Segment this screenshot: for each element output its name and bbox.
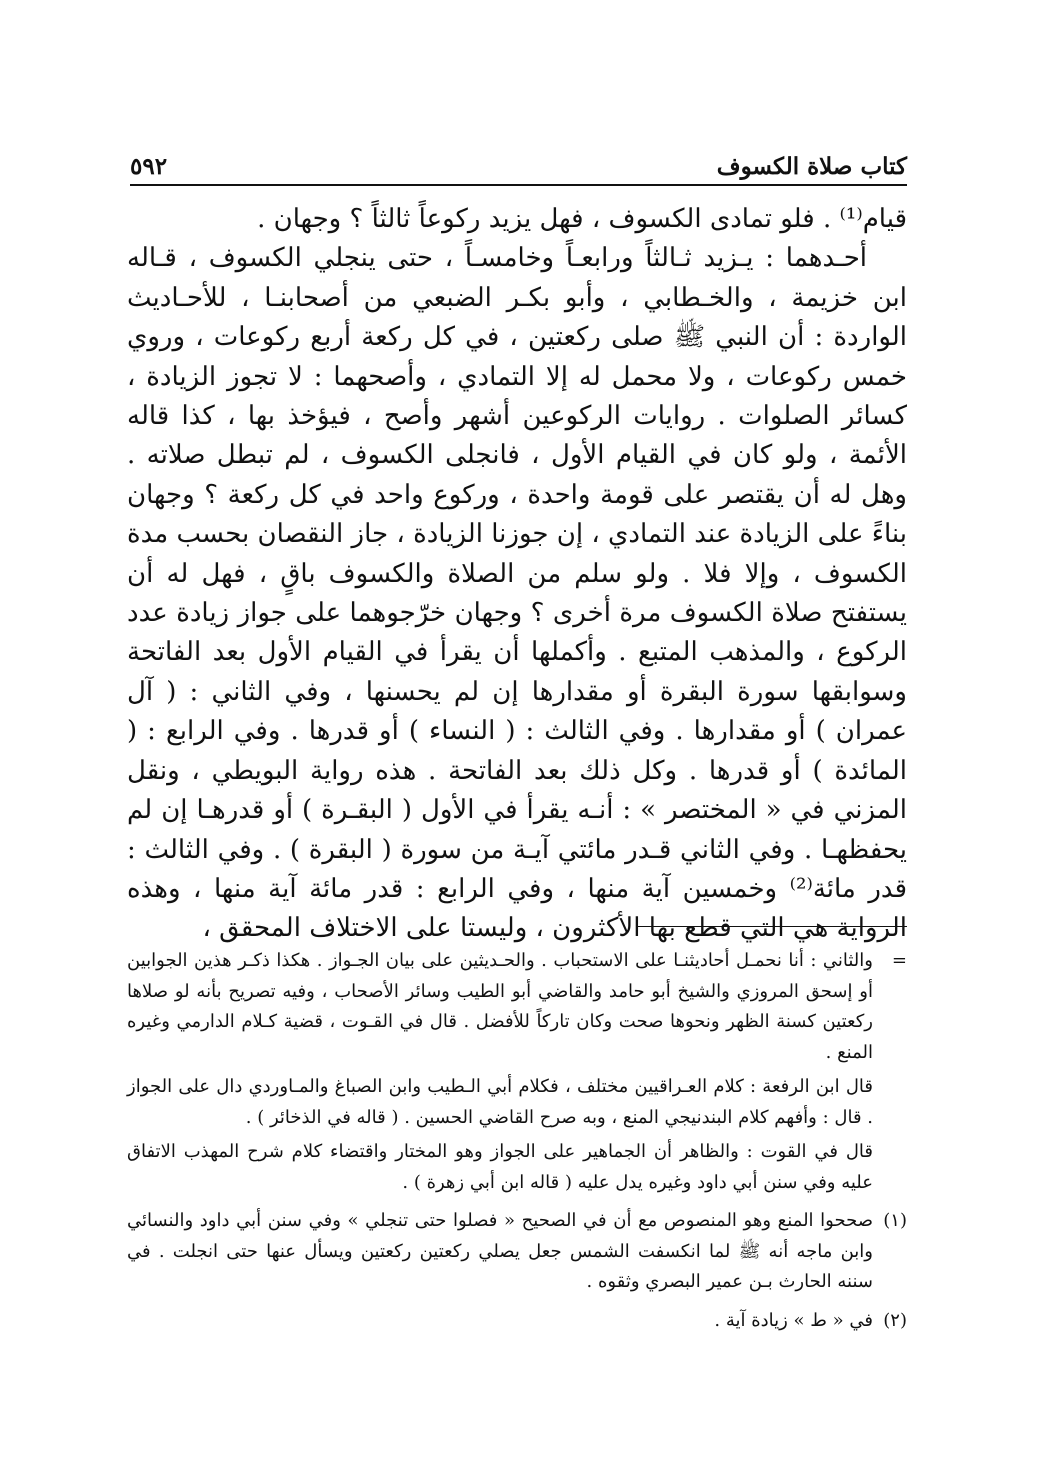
footnote-2 (127, 1306, 907, 1341)
footnotes (127, 946, 907, 1344)
footnote-continuation (127, 946, 907, 1202)
footnote-paragraph: قال ابن الرفعة : كلام العـراقيين مختلف ، فكلام أبي الـطيب وابن الصباغ والمـاوردي دال على الجواز . قال : وأفهم كلام البندنيجي المنع ، وبه صرح القاضي الحسين . ( قاله في الذخائر ) . (127, 1076, 873, 1128)
main-paragraph: قيام⁽¹⁾ . فلو تمادى الكسوف ، فهل يزيد ركوعاً ثالثاً ؟ وجهان . (257, 204, 907, 234)
footnote-paragraph: والثاني : أنا نحمـل أحاديثنـا على الاستحباب . والحـديثين على بيان الجـواز . هكذا ذكـر هذين الجوابين أو إسحق المروزي والشيخ أبو حامد والقاضي أبو الطيب وسائر الأصحاب ، وفيه تصريح بأنه لو صلاها ركعتين كسنة الظهر ونحوها صحت وكان تاركاً للأفضل . قال في القـوت ، قضية كـلام الدارمي وغيره المنع . (127, 950, 873, 1063)
main-text (127, 200, 907, 949)
main-paragraph: أحـدهما : يـزيد ثـالثاً ورابعـاً وخامسـاً ، حتى ينجلي الكسوف ، قـاله ابن خزيمة ، والخـطابي ، وأبو بكـر الضبعي من أصحابنـا ، للأحـاديث الواردة : أن النبي ﷺ صلى ركعتين ، في كل ركعة أربع ركوعات ، وروي خمس ركوعات ، ولا محمل له إلا التمادي ، وأصحهما : لا تجوز الزيادة ، كسائر الصلوات . روايات الركوعين أشهر وأصح ، فيؤخذ بها ، كذا قاله الأئمة ، ولو كان في القيام الأول ، فانجلى الكسوف ، لم تبطل صلاته . وهل له أن يقتصر على قومة واحدة ، وركوع واحد في كل ركعة ؟ وجهان بناءً على الزيادة عند التمادي ، إن جوزنا الزيادة ، جاز النقصان بحسب مدة الكسوف ، وإلا فلا . ولو سلم من الصلاة والكسوف باقٍ ، فهل له أن يستفتح صلاة الكسوف مرة أخرى ؟ وجهان خرّجوهما على جواز زيادة عدد الركوع ، والمذهب المتبع . وأكملها أن يقرأ في القيام الأول بعد الفاتحة وسوابقها سورة البقرة أو مقدارها إن لم يحسنها ، وفي الثاني : ( آل عمران ) أو مقدارها . وفي الثالث : ( النساء ) أو قدرها . وفي الرابع : ( المائدة ) أو قدرها . وكل ذلك بعد الفاتحة . هذه رواية البويطي ، ونقل المزني في « المختصر » : أنـه يقرأ في الأول ( البقـرة ) أو قدرهـا إن لم يحفظهـا . وفي الثاني قـدر مائتي آيـة من سورة ( البقرة ) . وفي الثالث : قدر مائة⁽²⁾ وخمسين آية منها ، وفي الرابع : قدر مائة آية منها ، وهذه الرواية هي التي قطع بها الأكثرون ، وليستا على الاختلاف المحقق ، (127, 243, 908, 944)
footnote-body (127, 1206, 873, 1302)
page-number: ٥٩٢ (130, 153, 168, 180)
footnote-paragraph: قال في القوت : والظاهر أن الجماهير على الجواز وهو المختار واقتضاء كلام شرح المهذب الاتفاق عليه وفي سنن أبي داود وغيره يدل عليه ( قاله ابن أبي زهرة ) . (127, 1141, 873, 1193)
footnote-1 (127, 1206, 907, 1302)
footnote-separator (637, 926, 907, 927)
footnote-marker: (٢) (883, 1309, 907, 1331)
footnote-marker: (١) (883, 1210, 907, 1231)
footnote-paragraph: صححوا المنع وهو المنصوص مع أن في الصحيح « فصلوا حتى تنجلي » وفي سنن أبي داود والنسائي وابن ماجه أنه ﷺ لما انكسفت الشمس جعل يصلي ركعتين ركعتين ويسأل عنها حتى انجلت . في سننه الحارث بـن عمير البصري وثقوه . (127, 1210, 873, 1292)
footnote-body (127, 1306, 873, 1341)
footnote-body (127, 946, 873, 1202)
header-rule (130, 184, 907, 186)
running-title: كتاب صلاة الكسوف (716, 153, 907, 180)
page-header (130, 140, 907, 180)
footnote-paragraph: في « ط » زيادة آية . (714, 1309, 873, 1331)
footnote-marker: = (891, 950, 907, 971)
